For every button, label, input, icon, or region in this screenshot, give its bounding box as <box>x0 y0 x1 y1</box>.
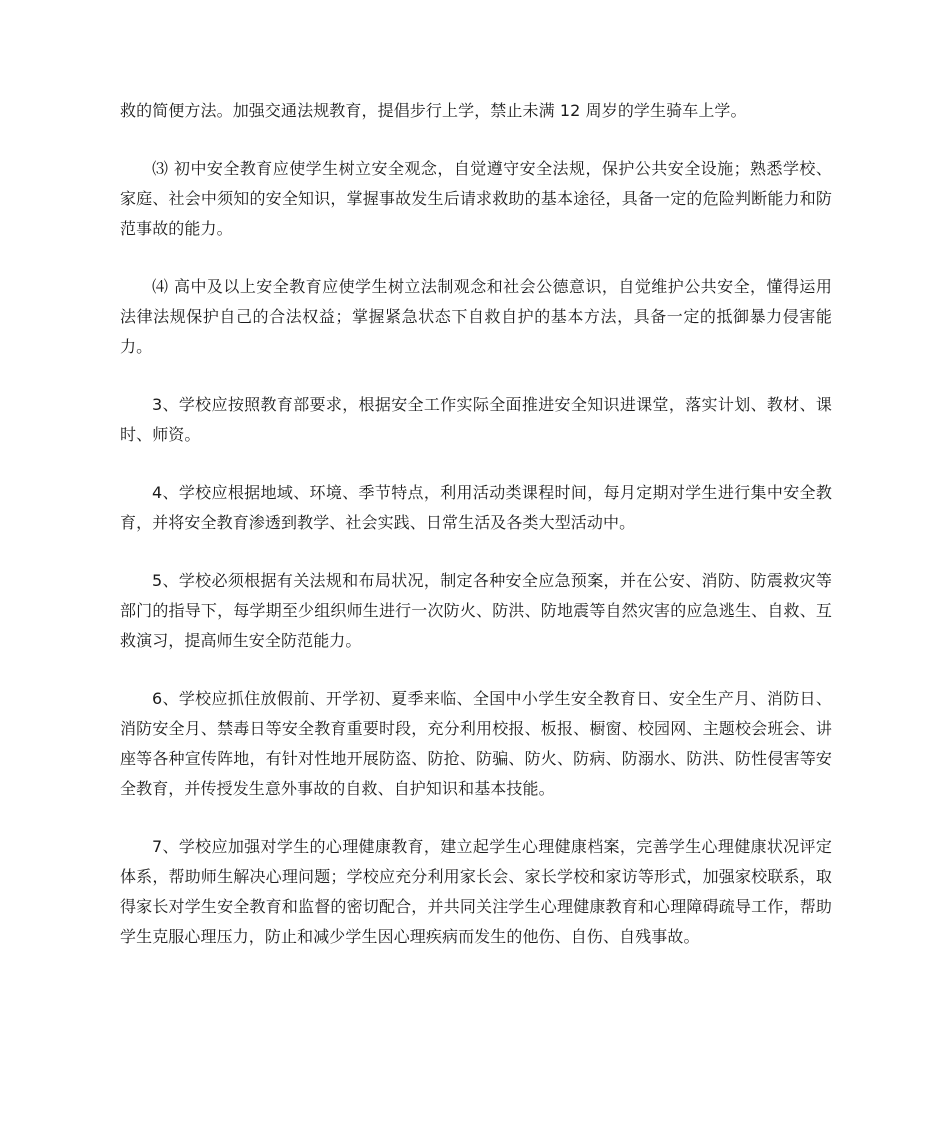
paragraph-item-4: 4、学校应根据地域、环境、季节特点，利用活动类课程时间，每月定期对学生进行集中安全教育，并将安全教育渗透到教学、社会实践、日常生活及各类大型活动中。 <box>120 483 832 532</box>
paragraph-continuation: 救的简便方法。加强交通法规教育，提倡步行上学，禁止未满 12 周岁的学生骑车上学。 <box>120 101 747 120</box>
paragraph-item-7: 7、学校应加强对学生的心理健康教育，建立起学生心理健康档案，完善学生心理健康状况评定体系，帮助师生解决心理问题；学校应充分利用家长会、家长学校和家访等形式，加强家校联系，取得家长对学生安全教育和监督的密切配合，并共同关注学生心理健康教育和心理障碍疏导工作，帮助学生克服心理压力，防止和减少学生因心理疾病而发生的他伤、自伤、自残事故。 <box>120 837 832 946</box>
paragraph-item-6: 6、学校应抓住放假前、开学初、夏季来临、全国中小学生安全教育日、安全生产月、消防日、消防安全月、禁毒日等安全教育重要时段，充分利用校报、板报、橱窗、校园网、主题校会班会、讲座等各种宣传阵地，有针对性地开展防盗、防抢、防骗、防火、防病、防溺水、防洪、防性侵害等安全教育，并传授发生意外事故的自救、自护知识和基本技能。 <box>120 689 832 798</box>
paragraph-senior-high-safety: ⑷ 高中及以上安全教育应使学生树立法制观念和社会公德意识，自觉维护公共安全，懂得运用法律法规保护自己的合法权益；掌握紧急状态下自救自护的基本方法，具备一定的抵御暴力侵害能力。 <box>120 277 832 356</box>
paragraph-item-5: 5、学校必须根据有关法规和布局状况，制定各种安全应急预案，并在公安、消防、防震救灾等部门的指导下，每学期至少组织师生进行一次防火、防洪、防地震等自然灾害的应急逃生、自救、互救演习，提高师生安全防范能力。 <box>120 571 832 650</box>
paragraph-item-3: 3、学校应按照教育部要求，根据安全工作实际全面推进安全知识进课堂，落实计划、教材、课时、师资。 <box>120 395 832 444</box>
paragraph-junior-high-safety: ⑶ 初中安全教育应使学生树立安全观念，自觉遵守安全法规，保护公共安全设施；熟悉学校、家庭、社会中须知的安全知识，掌握事故发生后请求救助的基本途径，具备一定的危险判断能力和防范事故的能力。 <box>120 159 832 238</box>
document-page <box>120 96 832 980</box>
